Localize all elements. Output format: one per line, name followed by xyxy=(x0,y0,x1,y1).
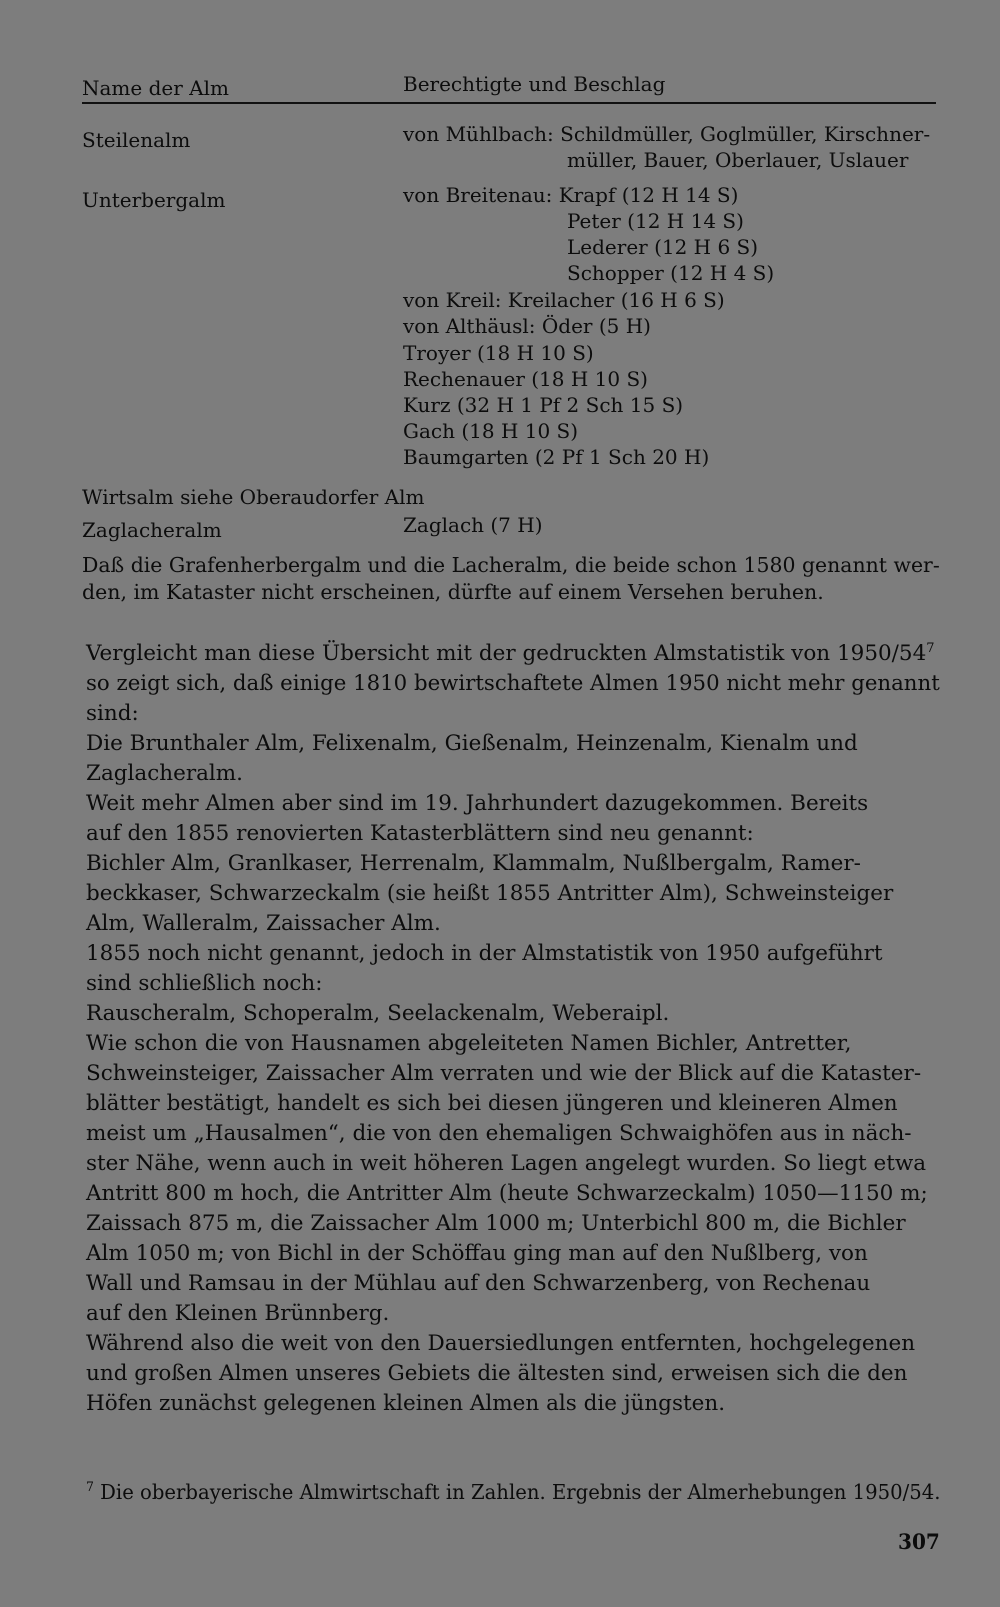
alm-entry-line: Troyer (18 H 10 S) xyxy=(403,341,594,365)
body-line: Alm, Walleralm, Zaissacher Alm. xyxy=(86,911,441,936)
body-line: Zaissach 875 m, die Zaissacher Alm 1000 m; Unterbichl 800 m, die Bichler xyxy=(86,1211,906,1236)
alm-name: Steilenalm xyxy=(82,128,191,152)
body-line: sind: xyxy=(86,701,139,726)
body-line: ster Nähe, wenn auch in weit höheren Lagen angelegt wurden. So liegt etwa xyxy=(86,1151,927,1176)
body-line: 1855 noch nicht genannt, jedoch in der Almstatistik von 1950 aufgeführt xyxy=(86,941,883,966)
body-line: auf den Kleinen Brünnberg. xyxy=(86,1301,390,1326)
body-line: meist um „Hausalmen“, die von den ehemaligen Schwaighöfen aus in näch- xyxy=(86,1121,912,1146)
table-note-line: Daß die Grafenherbergalm und die Lacheralm, die beide schon 1580 genannt wer- xyxy=(82,553,940,577)
body-line: Antritt 800 m hoch, die Antritter Alm (heute Schwarzeckalm) 1050—1150 m; xyxy=(86,1181,928,1206)
alm-entry-line: Baumgarten (2 Pf 1 Sch 20 H) xyxy=(403,445,710,469)
body-line: beckkaser, Schwarzeckalm (sie heißt 1855 Antritter Alm), Schweinsteiger xyxy=(86,881,894,906)
body-line: und großen Almen unseres Gebiets die ältesten sind, erweisen sich die den xyxy=(86,1361,908,1386)
table-header-berechtigte: Berechtigte und Beschlag xyxy=(403,72,666,96)
body-line: Höfen zunächst gelegenen kleinen Almen als die jüngsten. xyxy=(86,1391,726,1416)
body-line: sind schließlich noch: xyxy=(86,971,323,996)
body-line xyxy=(86,641,935,666)
table-header-rule xyxy=(82,102,936,104)
alm-entry-line: Rechenauer (18 H 10 S) xyxy=(403,367,648,391)
body-line: so zeigt sich, daß einige 1810 bewirtschaftete Almen 1950 nicht mehr genannt xyxy=(86,671,940,696)
body-line: Wall und Ramsau in der Mühlau auf den Schwarzenberg, von Rechenau xyxy=(86,1271,871,1296)
body-line: Zaglacheralm. xyxy=(86,761,244,786)
body-line: Während also die weit von den Dauersiedlungen entfernten, hochgelegenen xyxy=(86,1331,916,1356)
footnote-text: Die oberbayerische Almwirtschaft in Zahlen. Ergebnis der Almerhebungen 1950/54. xyxy=(100,1480,941,1504)
alm-entry-line: Schopper (12 H 4 S) xyxy=(567,261,775,285)
body-line: Schweinsteiger, Zaissacher Alm verraten und wie der Blick auf die Kataster- xyxy=(86,1061,922,1086)
footnote-reference: 7 xyxy=(926,641,935,656)
footnote-marker: 7 xyxy=(86,1480,94,1496)
alm-entry-line: Peter (12 H 14 S) xyxy=(567,209,744,233)
alm-entry-line: Zaglach (7 H) xyxy=(403,513,543,537)
alm-entry-line: Gach (18 H 10 S) xyxy=(403,419,579,443)
body-line: blätter bestätigt, handelt es sich bei diesen jüngeren und kleineren Almen xyxy=(86,1091,898,1116)
body-line: Die Brunthaler Alm, Felixenalm, Gießenalm, Heinzenalm, Kienalm und xyxy=(86,731,858,756)
alm-name: Wirtsalm siehe Oberaudorfer Alm xyxy=(82,485,425,509)
body-line: auf den 1855 renovierten Katasterblättern sind neu genannt: xyxy=(86,821,754,846)
alm-name: Zaglacheralm xyxy=(82,518,222,542)
body-line: Alm 1050 m; von Bichl in der Schöffau ging man auf den Nußlberg, von xyxy=(86,1241,868,1266)
footnote xyxy=(86,1480,940,1504)
alm-entry-line: Lederer (12 H 6 S) xyxy=(567,235,759,259)
alm-entry-line: von Kreil: Kreilacher (16 H 6 S) xyxy=(403,288,725,312)
alm-entry-line: von Althäusl: Öder (5 H) xyxy=(403,314,651,338)
alm-entry-line: Kurz (32 H 1 Pf 2 Sch 15 S) xyxy=(403,393,684,417)
alm-entry-line: müller, Bauer, Oberlauer, Uslauer xyxy=(567,148,909,172)
body-line-text: Vergleicht man diese Übersicht mit der gedruckten Almstatistik von 1950/54 xyxy=(86,641,927,667)
alm-name: Unterbergalm xyxy=(82,188,226,212)
table-header-alm: Name der Alm xyxy=(82,76,229,100)
body-line: Weit mehr Almen aber sind im 19. Jahrhundert dazugekommen. Bereits xyxy=(86,791,869,816)
table-note-line: den, im Kataster nicht erscheinen, dürfte auf einem Versehen beruhen. xyxy=(82,580,824,604)
body-line: Bichler Alm, Granlkaser, Herrenalm, Klammalm, Nußlbergalm, Ramer- xyxy=(86,851,861,876)
alm-entry-line: von Mühlbach: Schildmüller, Goglmüller, Kirschner- xyxy=(403,122,931,146)
alm-entry-line: von Breitenau: Krapf (12 H 14 S) xyxy=(403,183,739,207)
body-line: Rauscheralm, Schoperalm, Seelackenalm, Weberaipl. xyxy=(86,1001,670,1026)
page-number: 307 xyxy=(898,1529,940,1554)
body-line: Wie schon die von Hausnamen abgeleiteten Namen Bichler, Antretter, xyxy=(86,1031,852,1056)
